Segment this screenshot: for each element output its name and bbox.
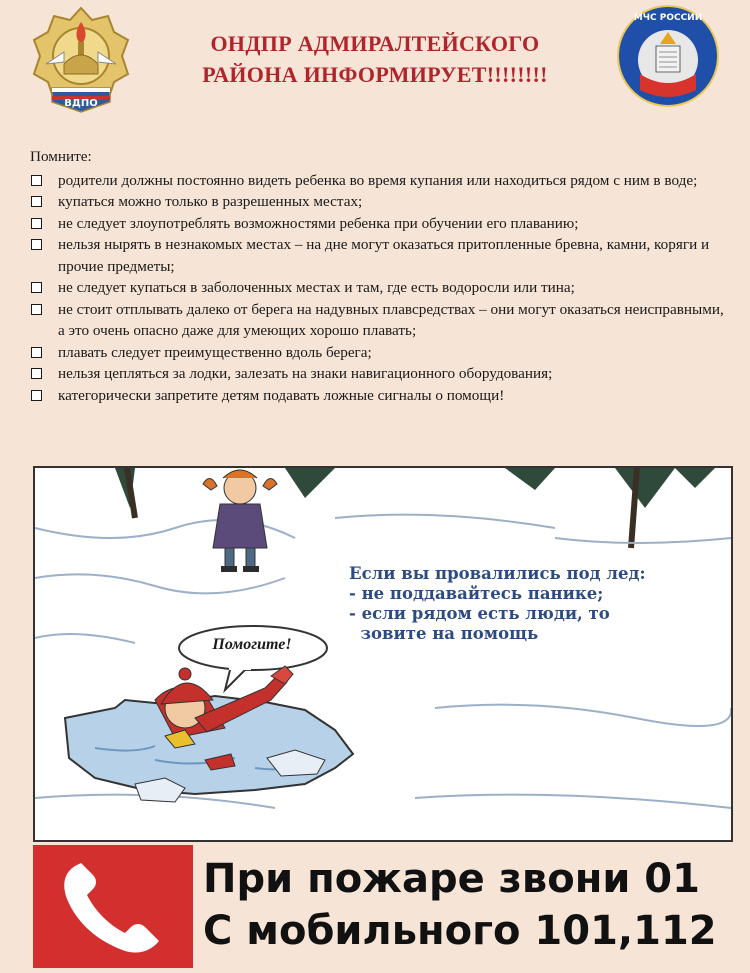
caption-line: - не поддавайтесь панике; xyxy=(349,584,604,603)
vdpo-emblem-logo xyxy=(28,4,134,120)
safety-rules xyxy=(30,146,730,406)
checkbox-bullet-icon xyxy=(31,304,42,315)
title-line-1: ОНДПР АДМИРАЛТЕЙСКОГО xyxy=(210,31,540,56)
rules-list xyxy=(30,170,730,407)
phone-icon-box xyxy=(33,845,193,968)
checkbox-bullet-icon xyxy=(31,347,42,358)
list-item: нельзя цепляться за лодки, залезать на знаки навигационного оборудования; xyxy=(30,363,730,385)
list-item: купаться можно только в разрешенных местах; xyxy=(30,191,730,213)
caption-line: - если рядом есть люди, то xyxy=(349,604,610,623)
mobile-call-line: С мобильного 101,112 xyxy=(203,908,717,954)
header xyxy=(0,0,750,125)
caption-line: зовите на помощь xyxy=(349,624,539,643)
phone-icon xyxy=(55,857,173,957)
checkbox-bullet-icon xyxy=(31,282,42,293)
list-item: плавать следует преимущественно вдоль берега; xyxy=(30,342,730,364)
list-item: нельзя нырять в незнакомых местах – на дне могут оказаться притопленные бревна, камни, коряги и прочие предметы; xyxy=(30,234,730,277)
page-title xyxy=(150,28,600,90)
speech-bubble-text: Помогите! xyxy=(212,636,292,653)
list-item: не следует купаться в заболоченных местах и там, где есть водоросли или тина; xyxy=(30,277,730,299)
checkbox-bullet-icon xyxy=(31,239,42,250)
emergency-phone-numbers xyxy=(203,853,717,957)
svg-text:МЧС РОССИИ: МЧС РОССИИ xyxy=(633,13,703,23)
ice-safety-illustration xyxy=(33,466,733,842)
list-item: не стоит отплывать далеко от берега на надувных плавсредствах – они могут оказаться неисправными, а это очень опасно даже для умеющих хорошо плавать; xyxy=(30,299,730,342)
caption-line: Если вы провалились под лед: xyxy=(349,564,646,583)
rules-intro: Помните: xyxy=(30,148,92,165)
list-item: категорически запретите детям подавать ложные сигналы о помощи! xyxy=(30,385,730,407)
emergency-banner xyxy=(33,845,733,970)
svg-text:ВДПО: ВДПО xyxy=(64,98,98,109)
fire-call-line: При пожаре звони 01 xyxy=(203,856,700,902)
checkbox-bullet-icon xyxy=(31,218,42,229)
list-item: не следует злоупотреблять возможностями ребенка при обучении его плаванию; xyxy=(30,213,730,235)
checkbox-bullet-icon xyxy=(31,390,42,401)
winter-scene-drawing xyxy=(35,468,731,840)
ice-rescue-caption xyxy=(349,564,729,644)
checkbox-bullet-icon xyxy=(31,368,42,379)
checkbox-bullet-icon xyxy=(31,175,42,186)
checkbox-bullet-icon xyxy=(31,196,42,207)
mchs-emblem-logo xyxy=(616,4,720,108)
list-item: родители должны постоянно видеть ребенка во время купания или находиться рядом с ним в воде; xyxy=(30,170,730,192)
title-line-2: РАЙОНА ИНФОРМИРУЕТ!!!!!!!! xyxy=(202,62,548,87)
